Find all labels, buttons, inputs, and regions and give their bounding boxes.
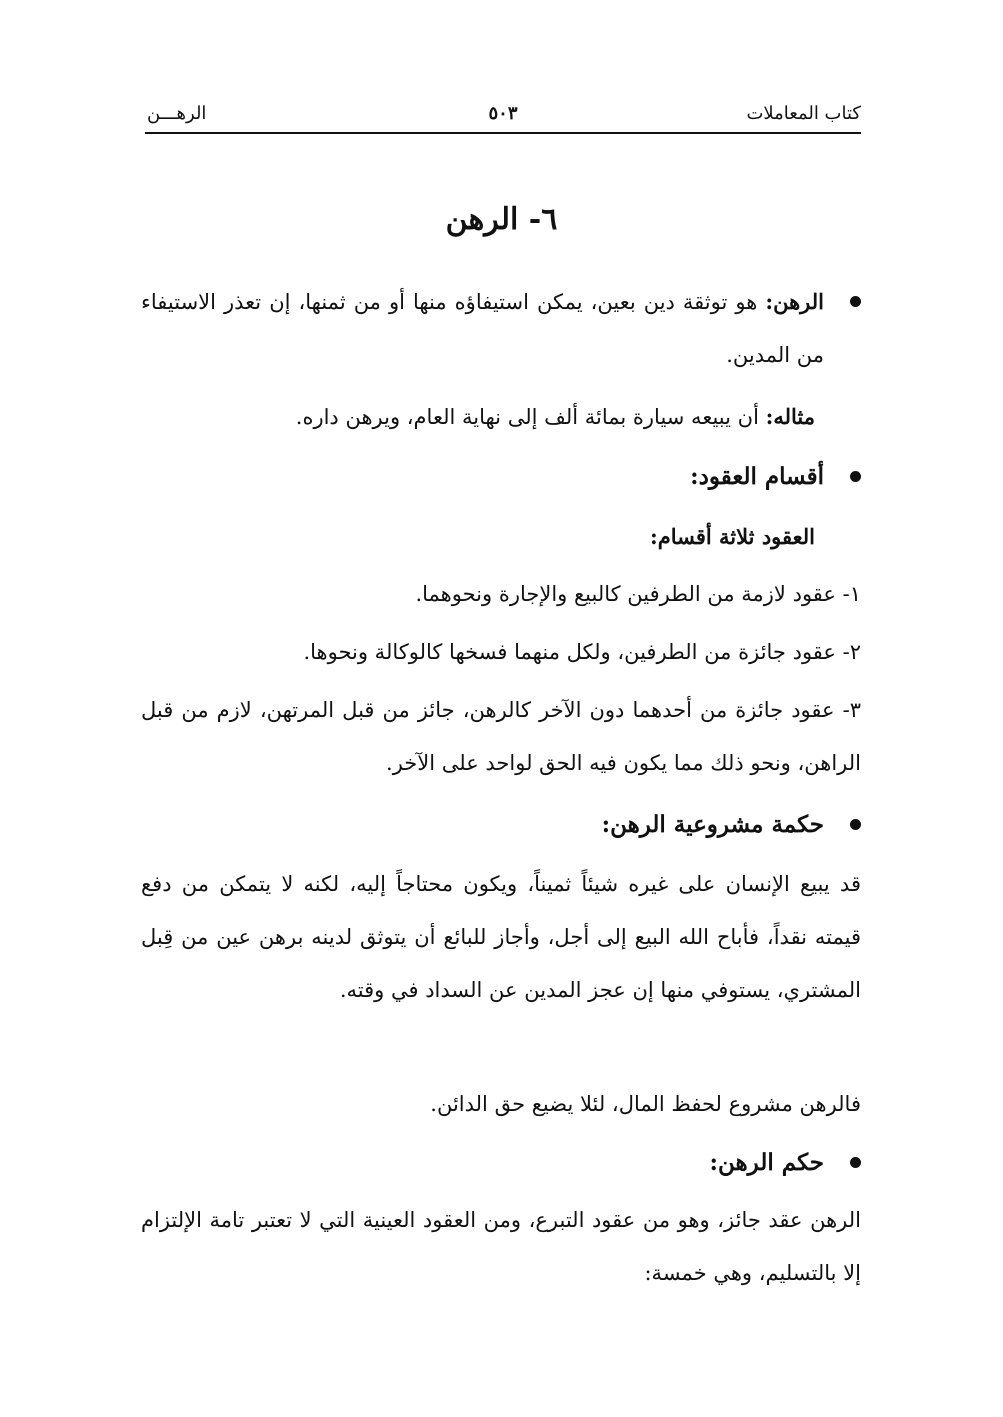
bullet-icon (850, 819, 861, 830)
wisdom-heading: حكمة مشروعية الرهن: (601, 811, 824, 838)
contract-item-2: ٢- عقود جائزة من الطرفين، ولكل منهما فسخها كالوكالة ونحوها. (303, 640, 861, 664)
ruling-heading: حكم الرهن: (709, 1149, 824, 1176)
bullet-icon (850, 471, 861, 482)
wisdom-paragraph: قد يبيع الإنسان على غيره شيئاً ثميناً، ويكون محتاجاً إليه، لكنه لا يتمكن من دفع قيمته نقداً، فأباح الله البيع إلى أجل، وأجاز للبائع أن يتوثق لدينه برهن عين من قِبل المشتري، يستوفي منها إن عجز المدين عن السداد في وقته. (141, 872, 861, 1002)
definition-term: الرهن: (765, 289, 824, 314)
contract-item-3: ٣- عقود جائزة من أحدهما دون الآخر كالرهن، جائز من قبل المرتهن، لازم من قبل الراهن، ونحو ذلك مما يكون فيه الحق لواحد على الآخر. (141, 698, 861, 775)
wisdom-conclusion: فالرهن مشروع لحفظ المال، لئلا يضيع حق الدائن. (430, 1092, 861, 1116)
bullet-icon (850, 1157, 861, 1168)
wisdom-bullet (602, 798, 861, 851)
page-number: ٥٠٣ (488, 103, 518, 124)
section-title: ٦- الرهن (445, 202, 558, 237)
contracts-types-heading: أقسام العقود: (690, 463, 824, 490)
contracts-subheading: العقود ثلاثة أقسام: (649, 524, 815, 549)
page-header (145, 96, 861, 134)
example-text: أن يبيعه سيارة بمائة ألف إلى نهاية العام، ويرهن داره. (295, 405, 759, 429)
ruling-paragraph: الرهن عقد جائز، وهو من عقود التبرع، ومن العقود العينية التي لا تعتبر تامة الإلتزام إلا بالتسليم، وهي خمسة: (141, 1208, 861, 1285)
contracts-types-bullet (690, 450, 861, 503)
example-paragraph (145, 390, 815, 444)
book-title: كتاب المعاملات (746, 103, 861, 124)
bullet-icon (850, 296, 861, 307)
ruling-bullet (710, 1136, 861, 1189)
definition-text: هو توثقة دين بعين، يمكن استيفاؤه منها أو من ثمنها، إن تعذر الاستيفاء من المدين. (141, 290, 824, 367)
example-term: مثاله: (765, 404, 815, 429)
definition-bullet (141, 275, 861, 382)
definition-paragraph (141, 275, 824, 382)
chapter-title: الرهـــن (147, 103, 207, 124)
contract-item-1: ١- عقود لازمة من الطرفين كالبيع والإجارة ونحوهما. (415, 582, 861, 606)
